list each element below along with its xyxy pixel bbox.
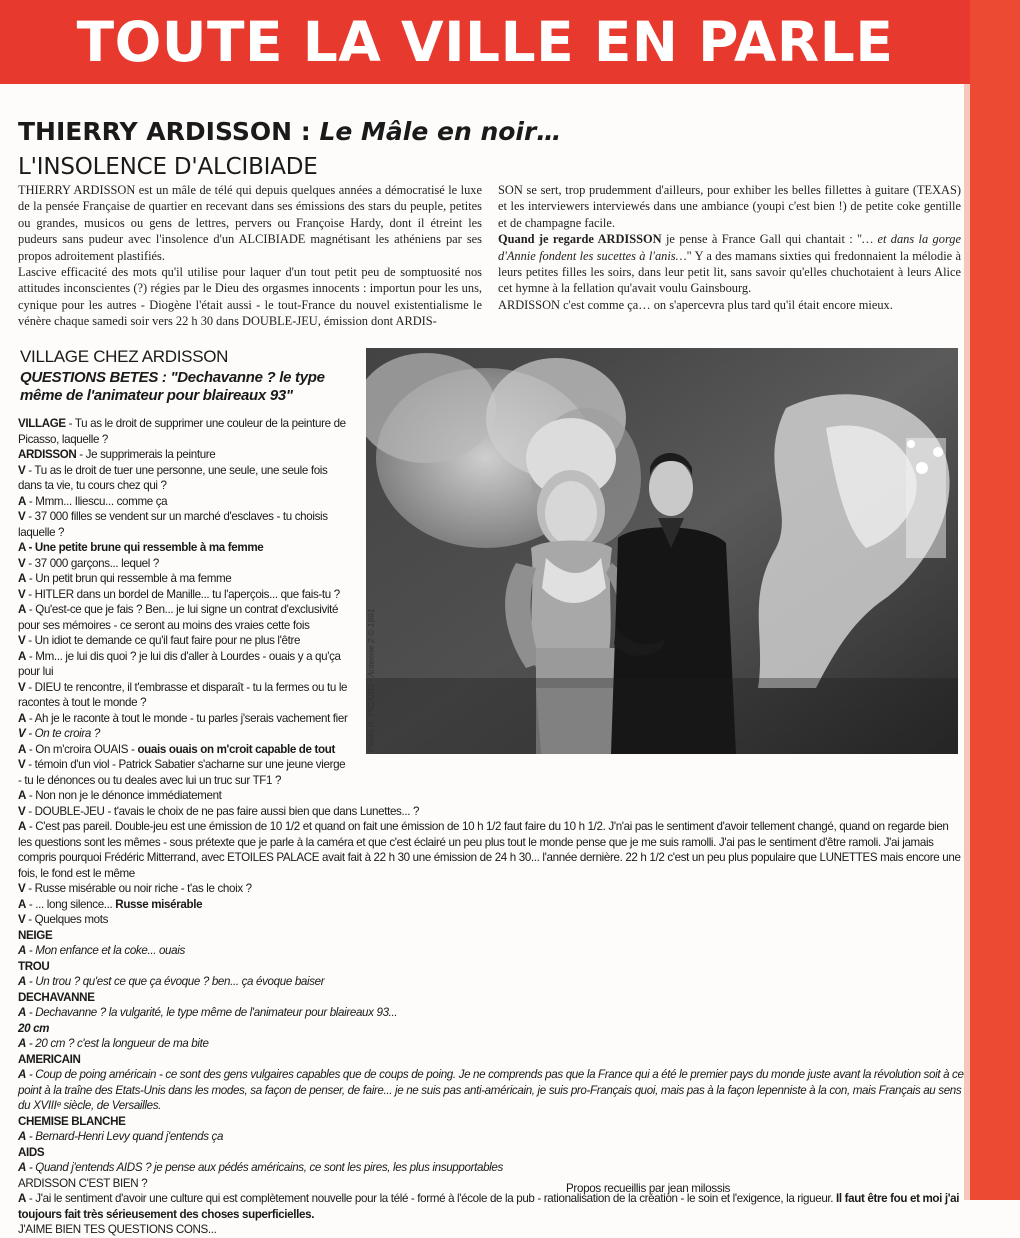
line-text: - Je supprimerais la peinture — [76, 448, 216, 461]
speaker-label: A — [18, 944, 27, 957]
intro-bold-lead: Quand je regarde ARDISSON — [498, 232, 662, 247]
interview-line — [18, 1191, 964, 1222]
village-title: VILLAGE CHEZ ARDISSON — [20, 347, 229, 366]
speaker-label: A — [18, 1192, 27, 1205]
speaker-label: V — [18, 882, 26, 895]
keyword-heading: AIDS — [18, 1145, 45, 1159]
interview-line — [18, 649, 348, 680]
speaker-label: A — [18, 1130, 27, 1143]
interview-line — [18, 416, 348, 447]
line-text: - Ah je le raconte à tout le monde - tu parles j'serais vachement fier — [26, 711, 348, 725]
line-text: - Un idiot te demande ce qu'il faut faire pour ne plus l'être — [25, 634, 301, 647]
line-emphasis: Il faut être fou et moi j'ai toujours fait très sérieusement des choses superficielles. — [18, 1192, 960, 1221]
speaker-label: V — [18, 634, 26, 647]
interview-line — [18, 742, 348, 758]
line-text: - Bernard-Henri Levy quand j'entends ça — [26, 1130, 224, 1143]
speaker-label: A — [18, 742, 27, 756]
interview-line — [18, 804, 964, 820]
interview-line: ARDISSON C'EST BIEN ? — [18, 1176, 148, 1190]
keyword-heading: AMERICAIN — [18, 1052, 81, 1066]
intro-paragraph: SON se sert, trop prudemment d'ailleurs, pour exhiber les belles fillettes à guitare (TEXAS) et les interviewers interviewés dans une ambiance (youpi c'est bien !) de petite coke gentille et de champagne facile. — [498, 183, 961, 230]
speaker-label: A — [18, 541, 26, 554]
headline-main: THIERRY ARDISSON : — [18, 117, 311, 146]
line-text: - Un trou ? qu'est ce que ça évoque ? ben... ça évoque baiser — [26, 975, 325, 988]
interview-line — [18, 540, 348, 556]
interview-line: J'AIME BIEN TES QUESTIONS CONS... — [18, 1223, 217, 1236]
interview-line — [18, 602, 348, 633]
speaker-label: V — [18, 587, 26, 601]
line-text: - DIEU te rencontre, il t'embrasse et disparaît - tu la fermes ou tu le racontes à tout le monde ? — [18, 680, 348, 709]
line-text: - Un petit brun qui ressemble à ma femme — [26, 572, 232, 585]
intro-paragraph: THIERRY ARDISSON est un mâle de télé qui depuis quelques années a démocratisé le luxe de la pensée Française de quartier en recevant dans ses émissions des stars du peuple, petites ou grandes, musicos ou gens de lettres, pervers ou Françoise Hardy, dont il étreint les pudeurs sans pudeur avec l'insolence d'un ALCIBIADE magnétisant les athéniens par ses propos adroitement plastifiés. — [18, 183, 482, 263]
keyword-heading: 20 cm — [18, 1021, 50, 1035]
interview-line — [18, 881, 964, 897]
line-text: - ... long silence... — [26, 897, 116, 911]
line-text: - Mmm... Iliescu... comme ça — [26, 494, 168, 508]
interview-body — [18, 416, 964, 1238]
banner-title: TOUTE LA VILLE EN PARLE — [76, 10, 894, 74]
questions-title: QUESTIONS BETES : "Dechavanne ? le type même de l'animateur pour blaireaux 93" — [20, 369, 325, 404]
interview-line — [18, 587, 348, 603]
interview-line — [18, 494, 348, 510]
speaker-label: A — [18, 572, 27, 585]
keyword-heading: DECHAVANNE — [18, 990, 95, 1004]
speaker-label: A — [18, 603, 27, 616]
speaker-label: V — [18, 727, 26, 740]
interview-line — [18, 757, 348, 788]
line-text: - Mm... je lui dis quoi ? je lui dis d'aller à Lourdes - ouais y a qu'ça pour lui — [18, 649, 341, 678]
interview-line — [18, 1036, 964, 1052]
line-text: - Dechavanne ? la vulgarité, le type même de l'animateur pour blaireaux 93... — [26, 1006, 398, 1019]
line-text: - Qu'est-ce que je fais ? Ben... je lui signe un contrat d'exclusivité pour ses mémoires - ce seront au moins des vraies cette fois — [18, 603, 339, 632]
interview-line — [18, 897, 964, 913]
interview-line — [18, 711, 348, 727]
speaker-label: A — [18, 1037, 27, 1050]
speaker-label: A — [18, 711, 27, 725]
line-text: - HITLER dans un bordel de Manille... tu l'aperçois... que fais-tu ? — [25, 587, 340, 601]
line-text: - C'est pas pareil. Double-jeu est une émission de 10 1/2 et quand on fait une émission de 10 h 1/2 faut faire du 10 h 1/2. J'n'ai pas le sentiment d'avoir tellement changé, quand on regarde bien les questions sont les mêmes - sous prétexte que je parle à la caméra et que c'est éclairé un peu plus tout le monde pense que je me suis ramolli. J'ai pas le sentiment d'être ramoli. J'ai jamais compris pourquoi Frédéric Mitterrand, avec ETOILES PALACE avait fait à 22 h 30 une émission de 24 h 30... l'année dernière. 22 h 1/2 c'est un peu plus populaire que LUNETTES mais encore une fois, le fond est le même — [18, 820, 961, 880]
speaker-label: V — [18, 556, 26, 570]
interview-line — [18, 726, 348, 742]
section-banner — [0, 0, 970, 84]
interview-line — [18, 974, 964, 990]
intro-paragraph: ARDISSON c'est comme ça… on s'apercevra plus tard qu'il était encore mieux. — [498, 297, 893, 312]
keyword-heading: TROU — [18, 959, 50, 973]
line-text: - Quand j'entends AIDS ? je pense aux pédés américains, ce sont les pires, les plus insupportables — [26, 1161, 503, 1174]
intro-paragraph — [498, 231, 961, 297]
speaker-label: V — [18, 510, 26, 523]
interview-line — [18, 819, 964, 881]
intro-text: je pense à France Gall qui chantait : " — [661, 232, 863, 247]
line-text: - Mon enfance et la coke... ouais — [26, 944, 185, 957]
speaker-label: A — [18, 494, 27, 508]
line-text: - Tu as le droit de supprimer une couleur de la peinture de Picasso, laquelle ? — [18, 417, 346, 446]
interview-line — [18, 556, 348, 572]
speaker-label: A — [18, 649, 27, 663]
line-text: - témoin d'un viol - Patrick Sabatier s'acharne sur une jeune vierge - tu le dénonces ou tu deales avec lui un truc sur TF1 ? — [18, 758, 346, 787]
interview-line — [18, 1067, 964, 1114]
interview-line — [18, 463, 348, 494]
interview-line — [18, 1129, 964, 1145]
interview-line — [18, 633, 348, 649]
interview-line — [18, 1005, 964, 1021]
line-text: - Une petite brune qui ressemble à ma femme — [25, 541, 264, 554]
interview-line — [18, 571, 348, 587]
speaker-label: V — [18, 913, 26, 926]
line-text: - Quelques mots — [25, 913, 109, 926]
speaker-label: V — [18, 758, 26, 771]
speaker-label: A — [18, 1068, 27, 1081]
line-text: - Russe misérable ou noir riche - t'as le choix ? — [25, 882, 252, 895]
headline — [18, 117, 561, 146]
line-text: - On m'croira OUAIS - — [26, 742, 138, 756]
headline-sub: Le Mâle en noir… — [319, 117, 562, 146]
speaker-label: VILLAGE — [18, 417, 66, 430]
line-text: - Tu as le droit de tuer une personne, une seule, une seule fois dans ta vie, tu cours chez qui ? — [18, 463, 328, 492]
intro-left-column — [18, 182, 482, 330]
intro-right-column — [498, 182, 961, 313]
interview-credit: Propos recueillis par jean milossis — [566, 1182, 731, 1195]
speaker-label: ARDISSON — [18, 448, 77, 461]
line-text: - DOUBLE-JEU - t'avais le choix de ne pas faire aussi bien que dans Lunettes... ? — [25, 804, 420, 818]
interview-line — [18, 912, 964, 928]
speaker-label: A — [18, 1161, 27, 1174]
keyword-heading: NEIGE — [18, 928, 53, 942]
line-emphasis: ouais ouais on m'croit capable de tout — [137, 742, 335, 756]
intro-text: " Y a des mamans sixties qui fredonnaient la mélodie à leurs petites filles les soirs, dans leur petit lit, sans savoir qu'elles chuchotaient à leurs Alice cet hymne à la fellation qu'avait voulu Gainsbourg. — [498, 248, 961, 296]
speaker-label: A — [18, 789, 27, 802]
speaker-label: V — [18, 463, 26, 477]
line-text: - Coup de poing américain - ce sont des gens vulgaires capables que de coups de poing. Je ne comprends pas que la France qui a été le premier pays du monde juste avant la révolution soit à ce point à la traîne des Etats-Unis dans les modes, sa façon de penser, de faire... je ne suis pas anti-américain, je suis pro-Français quoi, mais pas à la façon lepenniste à la con, mais Français au sens du XVIIIᵉ siècle, de Versailles. — [18, 1068, 964, 1112]
speaker-label: A — [18, 897, 27, 911]
line-emphasis: Russe misérable — [115, 897, 203, 911]
speaker-label: V — [18, 804, 26, 818]
interview-line — [18, 680, 348, 711]
subheadline: L'INSOLENCE D'ALCIBIADE — [18, 154, 318, 180]
keyword-heading: CHEMISE BLANCHE — [18, 1114, 126, 1128]
right-red-margin — [970, 0, 1020, 1200]
interview-line — [18, 447, 348, 463]
intro-quote: … et dans la gorge d'Annie fondent les sucettes à l'anis… — [498, 232, 961, 263]
speaker-label: V — [18, 680, 26, 694]
line-text: - 20 cm ? c'est la longueur de ma bite — [26, 1037, 209, 1050]
interview-line — [18, 1160, 964, 1176]
intro-paragraph: Lascive efficacité des mots qu'il utilise pour laquer d'un tout petit peu de somptuosité nos attitudes inconscientes (?) régies par le Dieu des orgasmes innocents : importun pour les uns, cynique pour les autres - Diogène l'était aussi - le tout-France du nouvel existentialisme le vénère chaque samedi soir vers 22 h 30 dans DOUBLE-JEU, émission dont ARDIS- — [18, 265, 482, 329]
speaker-label: A — [18, 820, 27, 833]
interview-line — [18, 509, 348, 540]
line-text: - J'ai le sentiment d'avoir une culture qui est complètement nouvelle pour la télé - formé à l'école de la pub - rationalisation de la création - le soin et l'exigence, la rigueur. — [26, 1192, 837, 1205]
speaker-label: A — [18, 975, 27, 988]
right-margin-edge — [964, 84, 970, 1200]
line-text: - 37 000 filles se vendent sur un marché d'esclaves - tu choisis laquelle ? — [18, 510, 328, 539]
interview-line — [18, 788, 348, 804]
line-text: - 37 000 garçons... lequel ? — [25, 556, 159, 570]
speaker-label: A — [18, 1006, 27, 1019]
line-text: - On te croira ? — [25, 727, 100, 740]
line-text: - Non non je le dénonce immédiatement — [26, 789, 222, 802]
interview-line — [18, 943, 964, 959]
